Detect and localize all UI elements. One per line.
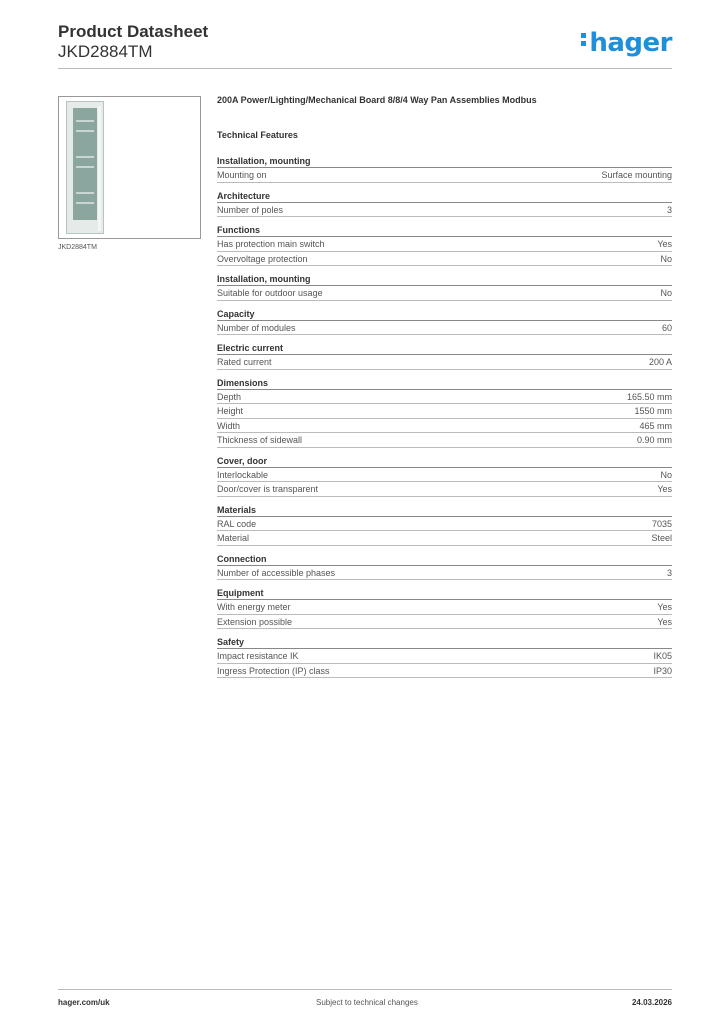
feature-section bbox=[217, 504, 672, 546]
footer-notice: Subject to technical changes bbox=[316, 998, 418, 1007]
feature-section bbox=[217, 155, 672, 183]
logo-colon-icon bbox=[581, 30, 586, 49]
product-image bbox=[58, 96, 201, 239]
logo-text: hager bbox=[589, 28, 672, 58]
feature-row bbox=[217, 517, 672, 532]
feature-row bbox=[217, 649, 672, 664]
feature-label: Rated current bbox=[217, 357, 272, 367]
feature-label: Height bbox=[217, 406, 244, 416]
feature-section bbox=[217, 273, 672, 301]
feature-row bbox=[217, 615, 672, 630]
feature-value: No bbox=[660, 469, 672, 480]
section-title: Capacity bbox=[217, 308, 672, 321]
feature-label: Width bbox=[217, 420, 241, 431]
section-title: Dimensions bbox=[217, 377, 672, 390]
feature-row bbox=[217, 355, 672, 370]
footer-website: hager.com/uk bbox=[58, 998, 110, 1007]
feature-label: Number of accessible phases bbox=[217, 567, 336, 578]
feature-value: 465 mm bbox=[639, 420, 672, 431]
feature-value: 0.90 mm bbox=[636, 435, 672, 445]
feature-value: Yes bbox=[657, 602, 672, 612]
distribution-board-image bbox=[66, 101, 104, 234]
feature-value: 165.50 mm bbox=[626, 391, 672, 402]
feature-row bbox=[217, 321, 672, 336]
feature-row bbox=[217, 252, 672, 267]
feature-value: Yes bbox=[657, 239, 672, 249]
feature-section bbox=[217, 342, 672, 370]
feature-label: With energy meter bbox=[217, 602, 291, 612]
section-title: Electric current bbox=[217, 342, 672, 355]
product-code: JKD2884TM bbox=[58, 42, 153, 61]
section-title: Safety bbox=[217, 636, 672, 649]
feature-label: Mounting on bbox=[217, 170, 267, 180]
feature-section bbox=[217, 190, 672, 218]
section-title: Architecture bbox=[217, 190, 672, 203]
feature-value: No bbox=[660, 253, 672, 264]
product-description: 200A Power/Lighting/Mechanical Board 8/8/4 Way Pan Assemblies Modbus bbox=[217, 95, 537, 105]
feature-row bbox=[217, 237, 672, 252]
feature-value: Surface mounting bbox=[601, 170, 672, 180]
feature-label: Interlockable bbox=[217, 469, 269, 480]
document-title: Product Datasheet bbox=[58, 22, 209, 41]
feature-value: IP30 bbox=[653, 665, 672, 676]
feature-row bbox=[217, 566, 672, 581]
feature-label: Ingress Protection (IP) class bbox=[217, 665, 330, 676]
feature-value: 3 bbox=[666, 567, 672, 578]
footer-divider bbox=[58, 989, 672, 990]
feature-row bbox=[217, 468, 672, 483]
datasheet-content bbox=[217, 95, 672, 678]
technical-features-title: Technical Features bbox=[217, 130, 298, 140]
feature-row bbox=[217, 168, 672, 183]
feature-section bbox=[217, 224, 672, 266]
feature-row bbox=[217, 390, 672, 405]
hager-logo bbox=[581, 28, 672, 58]
image-caption: JKD2884TM bbox=[58, 244, 97, 251]
feature-value: Steel bbox=[651, 533, 672, 543]
feature-row bbox=[217, 482, 672, 497]
feature-label: Door/cover is transparent bbox=[217, 484, 319, 494]
feature-value: No bbox=[660, 288, 672, 298]
section-title: Connection bbox=[217, 553, 672, 566]
feature-label: Material bbox=[217, 533, 250, 543]
feature-label: Number of poles bbox=[217, 204, 284, 215]
feature-value: IK05 bbox=[653, 651, 672, 661]
section-title: Cover, door bbox=[217, 455, 672, 468]
section-title: Functions bbox=[217, 224, 672, 237]
section-title: Installation, mounting bbox=[217, 155, 672, 168]
feature-row bbox=[217, 664, 672, 679]
feature-value: 60 bbox=[661, 322, 672, 333]
feature-value: 7035 bbox=[651, 518, 672, 529]
feature-section bbox=[217, 553, 672, 581]
feature-row bbox=[217, 600, 672, 615]
feature-label: RAL code bbox=[217, 518, 257, 529]
feature-label: Number of modules bbox=[217, 322, 296, 333]
feature-value: Yes bbox=[657, 616, 672, 627]
page-header bbox=[58, 22, 672, 68]
feature-value: Yes bbox=[657, 484, 672, 494]
feature-label: Overvoltage protection bbox=[217, 253, 308, 264]
feature-sections bbox=[217, 155, 672, 678]
section-title: Materials bbox=[217, 504, 672, 517]
feature-value: 1550 mm bbox=[634, 406, 672, 416]
header-divider bbox=[58, 68, 672, 69]
feature-section bbox=[217, 377, 672, 448]
feature-section bbox=[217, 636, 672, 678]
feature-value: 200 A bbox=[648, 357, 672, 367]
feature-row bbox=[217, 404, 672, 419]
footer-date: 24.03.2026 bbox=[631, 998, 672, 1007]
feature-row bbox=[217, 531, 672, 546]
feature-label: Has protection main switch bbox=[217, 239, 325, 249]
feature-row bbox=[217, 203, 672, 218]
feature-row bbox=[217, 286, 672, 301]
feature-label: Thickness of sidewall bbox=[217, 435, 303, 445]
feature-row bbox=[217, 419, 672, 434]
feature-row bbox=[217, 433, 672, 448]
feature-label: Extension possible bbox=[217, 616, 293, 627]
feature-section bbox=[217, 455, 672, 497]
feature-label: Impact resistance IK bbox=[217, 651, 299, 661]
feature-label: Suitable for outdoor usage bbox=[217, 288, 323, 298]
feature-section bbox=[217, 308, 672, 336]
section-title: Installation, mounting bbox=[217, 273, 672, 286]
section-title: Equipment bbox=[217, 587, 672, 600]
feature-label: Depth bbox=[217, 391, 242, 402]
feature-section bbox=[217, 587, 672, 629]
feature-value: 3 bbox=[666, 204, 672, 215]
